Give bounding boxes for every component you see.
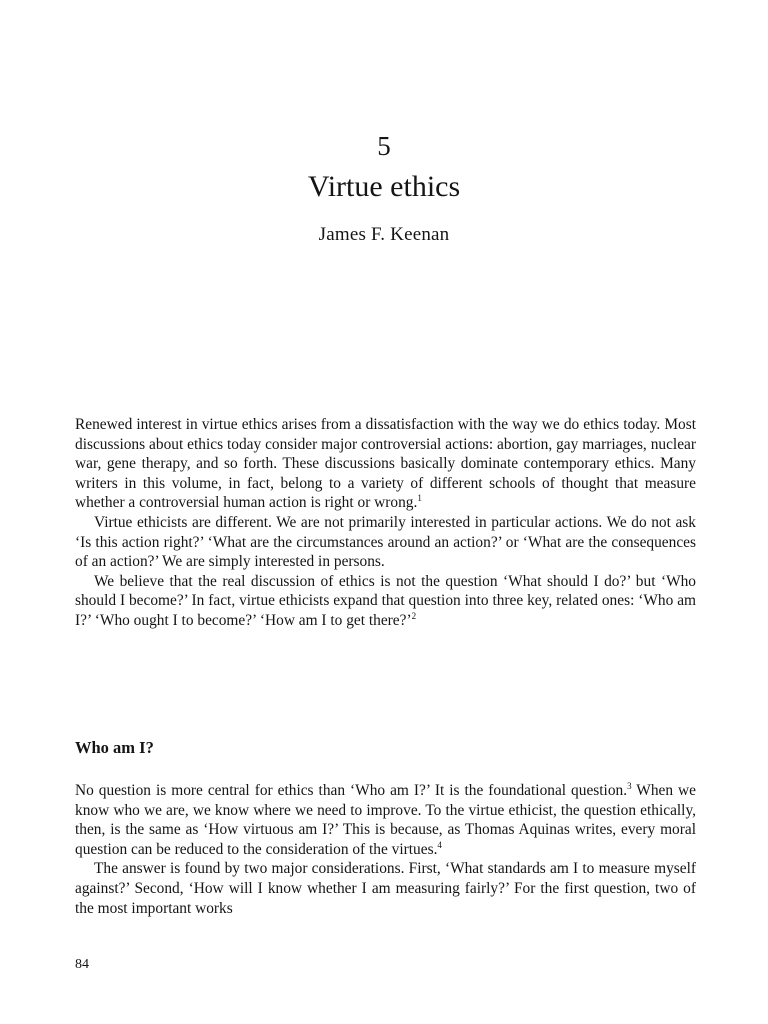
section-text (75, 781, 696, 918)
chapter-title: Virtue ethics (307, 170, 461, 203)
intro-text (75, 415, 696, 631)
paragraph (75, 572, 696, 631)
paragraph-text: When we know who we are, we know where we need to improve. To the virtue ethicist, the question ethically, then, is the same as ‘How virtuous am I?’ This is because, as Thomas Aquinas writes, every moral question can be reduced to the consideration of the virtues. (75, 782, 696, 858)
page-number: 84 (75, 957, 89, 972)
footnote-ref: 1 (417, 493, 422, 504)
section-heading: Who am I? (75, 738, 154, 757)
paragraph (75, 415, 696, 513)
paragraph-text: Virtue ethicists are different. We are not primarily interested in particular actions. We do not ask ‘Is this action right?’ ‘What are the circumstances around an action?’ or ‘What are the consequences of an action?’ We are simply interested in persons. (75, 513, 696, 571)
chapter-number: 5 (377, 131, 391, 161)
paragraph-text: We believe that the real discussion of ethics is not the question ‘What should I do?’ but ‘Who should I become?’ In fact, virtue ethicists expand that question into three key, related ones: ‘Who am I?’ ‘Who ought I to become?’ ‘How am I to get there?’ (75, 572, 696, 629)
paragraph-text: The answer is found by two major considerations. First, ‘What standards am I to measure myself against?’ Second, ‘How will I know whether I am measuring fairly?’ For the first question, two of the most important works (75, 860, 696, 917)
paragraph (75, 513, 696, 572)
chapter-author: James F. Keenan (318, 224, 450, 245)
paragraph-text: No question is more central for ethics than ‘Who am I?’ It is the foundational question. (75, 782, 628, 799)
paragraph (75, 859, 696, 918)
paragraph (75, 781, 696, 859)
footnote-ref: 2 (411, 610, 417, 621)
paragraph-text: Renewed interest in virtue ethics arises from a dissatisfaction with the way we do ethics today. Most discussions about ethics today consider major controversial actions: abortion, gay marriages, nuclear war, gene therapy, and so forth. These discussions basically dominate contemporary ethics. Many writers in this volume, in fact, belong to a variety of different schools of thought that measure whether a controversial human action is right or wrong. (75, 416, 696, 512)
footnote-ref: 4 (437, 839, 442, 850)
footnote-ref: 3 (627, 781, 632, 791)
